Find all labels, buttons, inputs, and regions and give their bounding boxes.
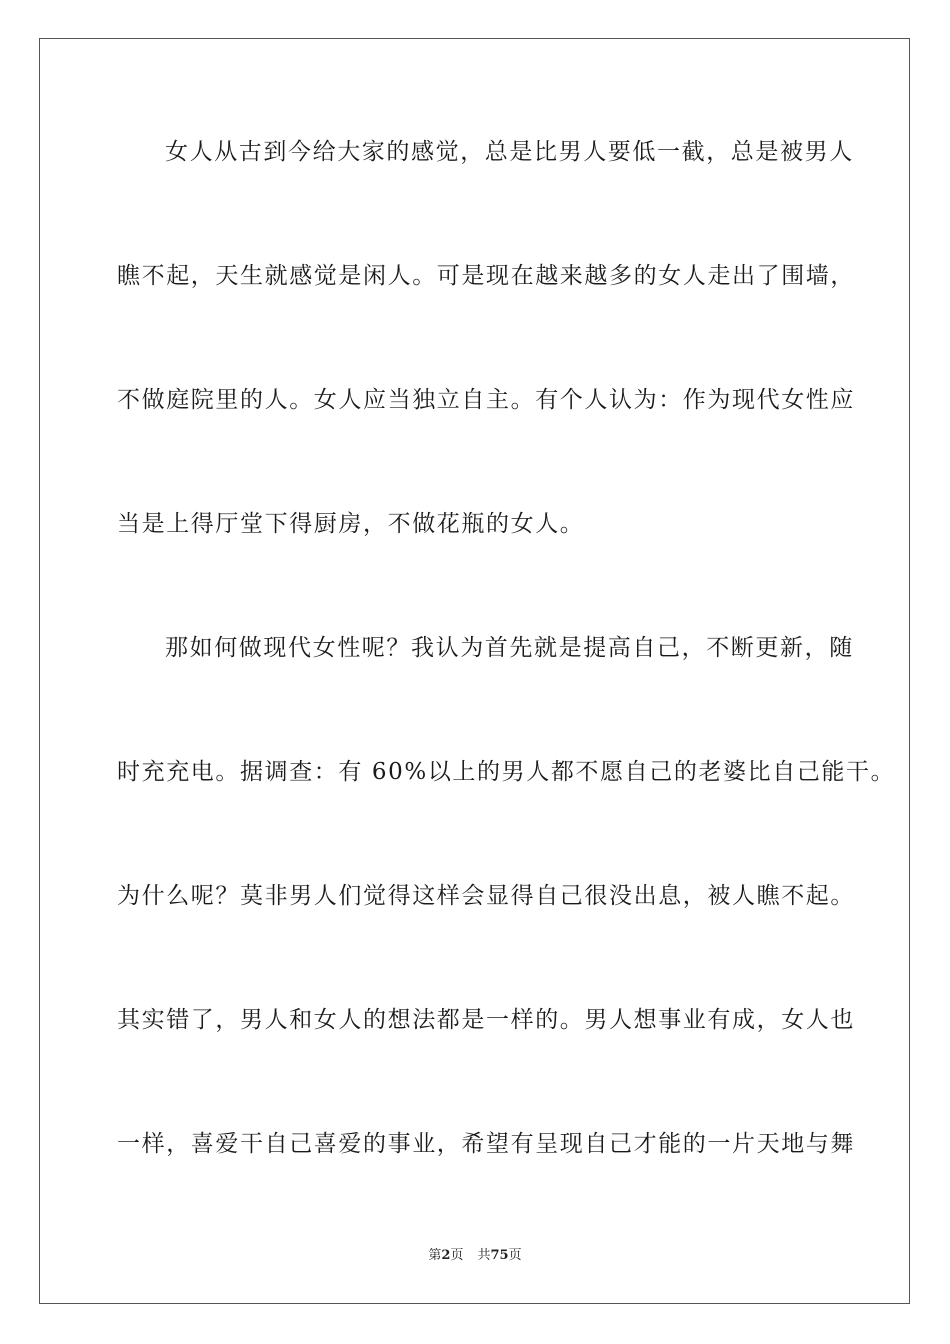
total-page-count: 75 — [490, 1248, 509, 1263]
paragraph-2-line-2: 时充充电。据调查：有 60%以上的男人都不愿自己的老婆比自己能干。 — [117, 759, 896, 785]
page-prefix: 第 — [428, 1248, 442, 1263]
paragraph-1-line-1: 女人从古到今给大家的感觉，总是比男人要低一截，总是被男人 — [165, 139, 854, 165]
paragraph-1-line-3: 不做庭院里的人。女人应当独立自主。有个人认为：作为现代女性应 — [117, 387, 855, 413]
paragraph-2-line-4: 其实错了，男人和女人的想法都是一样的。男人想事业有成，女人也 — [117, 1007, 855, 1033]
total-suffix: 页 — [508, 1248, 522, 1263]
paragraph-1-line-2: 瞧不起，天生就感觉是闲人。可是现在越来越多的女人走出了围墙， — [117, 263, 855, 289]
total-prefix: 共 — [477, 1248, 491, 1263]
paragraph-2-line-3: 为什么呢？莫非男人们觉得这样会显得自己很没出息，被人瞧不起。 — [117, 883, 855, 909]
current-page-number: 2 — [441, 1248, 451, 1263]
page-footer — [0, 1248, 950, 1264]
page-suffix: 页 — [450, 1248, 464, 1263]
paragraph-2-line-5: 一样，喜爱干自己喜爱的事业，希望有呈现自己才能的一片天地与舞 — [117, 1131, 855, 1157]
paragraph-1-line-4: 当是上得厅堂下得厨房，不做花瓶的女人。 — [117, 511, 585, 537]
page-border — [39, 38, 910, 1304]
paragraph-2-line-1: 那如何做现代女性呢？我认为首先就是提高自己，不断更新，随 — [165, 635, 854, 661]
